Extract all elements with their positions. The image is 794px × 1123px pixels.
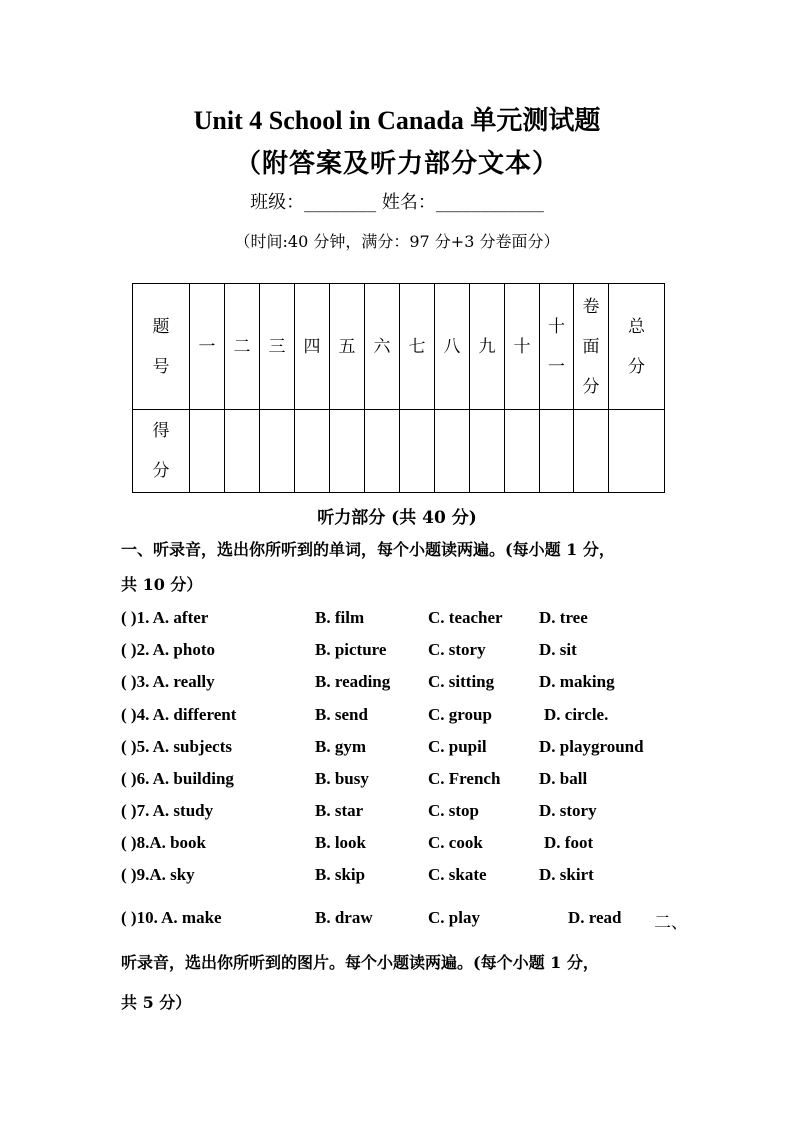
time-score-line: （时间:40 分钟，满分：97 分+3 分卷面分） (234, 232, 560, 251)
option-d: D. story (539, 801, 597, 820)
score-cell[interactable] (435, 410, 470, 493)
score-cell[interactable] (400, 410, 435, 493)
option-b: B. gym (315, 737, 366, 756)
score-cell[interactable] (190, 410, 225, 493)
question-row (121, 865, 681, 889)
col-3: 三 (260, 284, 295, 410)
col-5: 五 (330, 284, 365, 410)
col-9: 九 (470, 284, 505, 410)
listening-section-title: 听力部分 (共 40 分) (317, 508, 477, 528)
question-number-option-a: ( )4. A. different (121, 705, 237, 724)
option-c: C. teacher (428, 608, 503, 627)
question-10-option-d: D. read (568, 908, 622, 927)
question-number-option-a: ( )5. A. subjects (121, 737, 232, 756)
option-b: B. reading (315, 672, 391, 691)
question-number-option-a: ( )6. A. building (121, 769, 234, 788)
part2-instruction-line2: 共 5 分） (121, 993, 192, 1012)
question-row (121, 705, 681, 729)
option-c: C. story (428, 640, 486, 659)
option-c: C. cook (428, 833, 483, 852)
question-number-option-a: ( )9.A. sky (121, 865, 195, 884)
option-d: D. sit (539, 640, 577, 659)
score-cell[interactable] (470, 410, 505, 493)
option-b: B. film (315, 608, 365, 627)
option-b: B. star (315, 801, 364, 820)
col-2: 二 (225, 284, 260, 410)
test-title: Unit 4 School in Canada 单元测试题 (193, 106, 601, 135)
part2-number: 二、 (654, 913, 688, 933)
option-b: B. skip (315, 865, 366, 884)
col-7: 七 (400, 284, 435, 410)
option-c: C. skate (428, 865, 487, 884)
row-header-score: 得 分 (133, 410, 190, 493)
col-10: 十 (505, 284, 540, 410)
option-d: D. foot (544, 833, 594, 852)
question-number-option-a: ( )8.A. book (121, 833, 207, 852)
option-c: C. stop (428, 801, 480, 820)
col-1: 一 (190, 284, 225, 410)
question-number-option-a: ( )2. A. photo (121, 640, 215, 659)
option-d: D. making (539, 672, 615, 691)
option-c: C. pupil (428, 737, 487, 756)
option-d: D. circle. (544, 705, 609, 724)
question-10-option-c: C. play (428, 908, 480, 927)
question-row (121, 640, 681, 664)
test-subtitle: （附答案及听力部分文本） (234, 149, 559, 179)
option-d: D. skirt (539, 865, 594, 884)
option-d: D. ball (539, 769, 588, 788)
score-cell[interactable] (365, 410, 400, 493)
score-cell[interactable] (330, 410, 365, 493)
option-b: B. picture (315, 640, 387, 659)
score-cell[interactable] (609, 410, 665, 493)
question-row (121, 737, 681, 761)
col-6: 六 (365, 284, 400, 410)
question-row (121, 801, 681, 825)
part1-instruction-line2: 共 10 分） (121, 575, 203, 594)
part1-instruction-line1: 一、听录音，选出你所听到的单词，每个小题读两遍。(每小题 1 分， (121, 540, 615, 559)
col-11: 十 一 (540, 284, 574, 410)
option-d: D. playground (539, 737, 644, 756)
score-cell[interactable] (540, 410, 574, 493)
option-c: C. group (428, 705, 492, 724)
col-neatness: 卷 面 分 (574, 284, 609, 410)
option-c: C. French (428, 769, 501, 788)
question-10-option-b: B. draw (315, 908, 373, 927)
option-c: C. sitting (428, 672, 495, 691)
question-number-option-a: ( )1. A. after (121, 608, 209, 627)
score-cell[interactable] (505, 410, 540, 493)
part2-instruction-line1: 听录音，选出你所听到的图片。每个小题读两遍。(每个小题 1 分， (121, 953, 599, 972)
score-cell[interactable] (574, 410, 609, 493)
col-total: 总 分 (609, 284, 665, 410)
question-row (121, 769, 681, 793)
question-row (121, 608, 681, 632)
option-b: B. look (315, 833, 367, 852)
question-number-option-a: ( )3. A. really (121, 672, 215, 691)
col-4: 四 (295, 284, 330, 410)
class-name-line: 班级：________ 姓名：____________ (250, 192, 544, 213)
option-d: D. tree (539, 608, 588, 627)
score-table (132, 283, 665, 493)
question-row (121, 672, 681, 696)
question-number-option-a: ( )7. A. study (121, 801, 214, 820)
question-10-number-option-a: ( )10. A. make (121, 908, 222, 927)
score-cell[interactable] (225, 410, 260, 493)
score-table-score-row (133, 410, 665, 493)
question-row (121, 833, 681, 857)
score-cell[interactable] (295, 410, 330, 493)
row-header-question-number: 题 号 (133, 284, 190, 410)
question-10 (121, 908, 721, 932)
score-table-header-row (133, 284, 665, 410)
col-8: 八 (435, 284, 470, 410)
score-cell[interactable] (260, 410, 295, 493)
option-b: B. send (315, 705, 368, 724)
option-b: B. busy (315, 769, 369, 788)
